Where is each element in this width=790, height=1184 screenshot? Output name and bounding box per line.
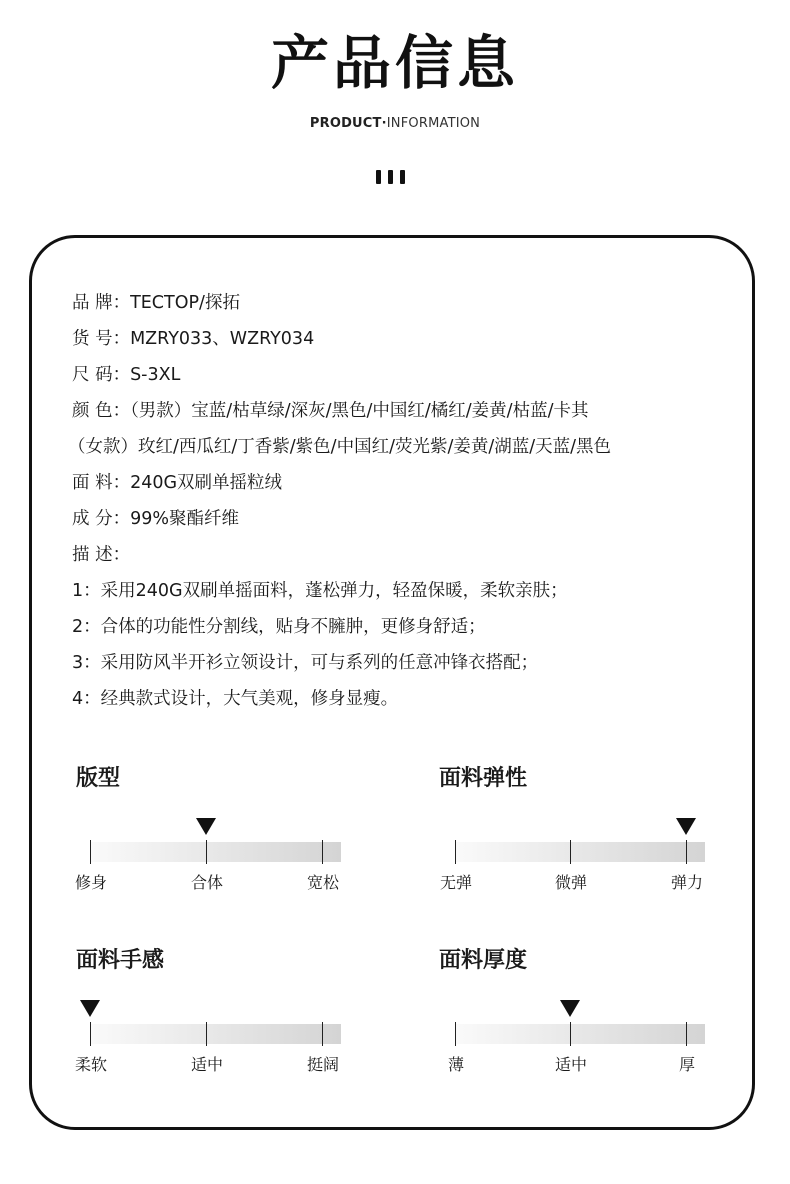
spec-description-2: 2：合体的功能性分割线，贴身不臃肿，更修身舒适； xyxy=(72,617,486,637)
subtitle-bold: PRODUCT xyxy=(309,116,382,131)
scale-track xyxy=(455,842,705,862)
scale-tick xyxy=(322,1022,323,1046)
spec-description-4: 4：经典款式设计，大气美观，修身显瘦。 xyxy=(72,689,399,709)
subtitle-light: INFORMATION xyxy=(386,116,481,131)
scale-marker-icon xyxy=(196,818,216,835)
subtitle-dot: · xyxy=(381,116,387,131)
scale-title: 面料弹性 xyxy=(439,766,528,791)
spec-description-3: 3：采用防风半开衫立领设计，可与系列的任意冲锋衣搭配； xyxy=(72,653,539,673)
scale-label: 适中 xyxy=(190,1055,223,1074)
spec-composition: 成 分：99%聚酯纤维 xyxy=(72,509,239,529)
scale-label: 挺阔 xyxy=(306,1055,339,1074)
page-title: 产品信息 xyxy=(270,29,519,97)
scale-tick xyxy=(686,1022,687,1046)
scale-marker-icon xyxy=(560,1000,580,1017)
scale-label: 柔软 xyxy=(74,1055,107,1074)
scale-tick xyxy=(455,840,456,864)
scale-label: 厚 xyxy=(678,1055,695,1074)
spec-color-men: 颜 色：（男款）宝蓝/枯草绿/深灰/黑色/中国红/橘红/姜黄/枯蓝/卡其 xyxy=(72,401,589,421)
scale-label: 合体 xyxy=(190,873,223,892)
scale-title: 版型 xyxy=(76,766,121,791)
scale-tick xyxy=(455,1022,456,1046)
scale-label: 修身 xyxy=(74,873,107,892)
spec-description-label: 描 述： xyxy=(72,545,131,565)
scale-label: 适中 xyxy=(554,1055,587,1074)
scale-label: 无弹 xyxy=(439,873,472,892)
scale-tick xyxy=(686,840,687,864)
spec-item-number: 货 号：MZRY033、WZRY034 xyxy=(72,329,315,349)
scale-label: 微弹 xyxy=(554,873,587,892)
scale-track xyxy=(90,1024,341,1044)
scale-title: 面料手感 xyxy=(76,948,165,973)
spec-fabric: 面 料：240G双刷单摇粒绒 xyxy=(72,473,283,493)
scale-label: 宽松 xyxy=(306,873,339,892)
scale-tick xyxy=(206,1022,207,1046)
page-subtitle xyxy=(0,114,790,134)
spec-size: 尺 码：S-3XL xyxy=(72,365,181,385)
scale-label: 弹力 xyxy=(670,873,703,892)
scale-track xyxy=(455,1024,705,1044)
scale-marker-icon xyxy=(676,818,696,835)
spec-color-women: （女款）玫红/西瓜红/丁香紫/紫色/中国红/荧光紫/姜黄/湖蓝/天蓝/黑色 xyxy=(68,437,612,457)
scale-tick xyxy=(570,840,571,864)
scale-marker-icon xyxy=(80,1000,100,1017)
decorative-bars-icon xyxy=(376,170,408,184)
scale-tick xyxy=(90,1022,91,1046)
spec-brand: 品 牌：TECTOP/探拓 xyxy=(72,293,240,313)
scale-track xyxy=(90,842,341,862)
scale-tick xyxy=(206,840,207,864)
scale-tick xyxy=(322,840,323,864)
scale-tick xyxy=(570,1022,571,1046)
scale-label: 薄 xyxy=(447,1055,464,1074)
spec-description-1: 1：采用240G双刷单摇面料，蓬松弹力，轻盈保暖，柔软亲肤； xyxy=(72,581,568,601)
scale-title: 面料厚度 xyxy=(439,948,528,973)
scale-tick xyxy=(90,840,91,864)
